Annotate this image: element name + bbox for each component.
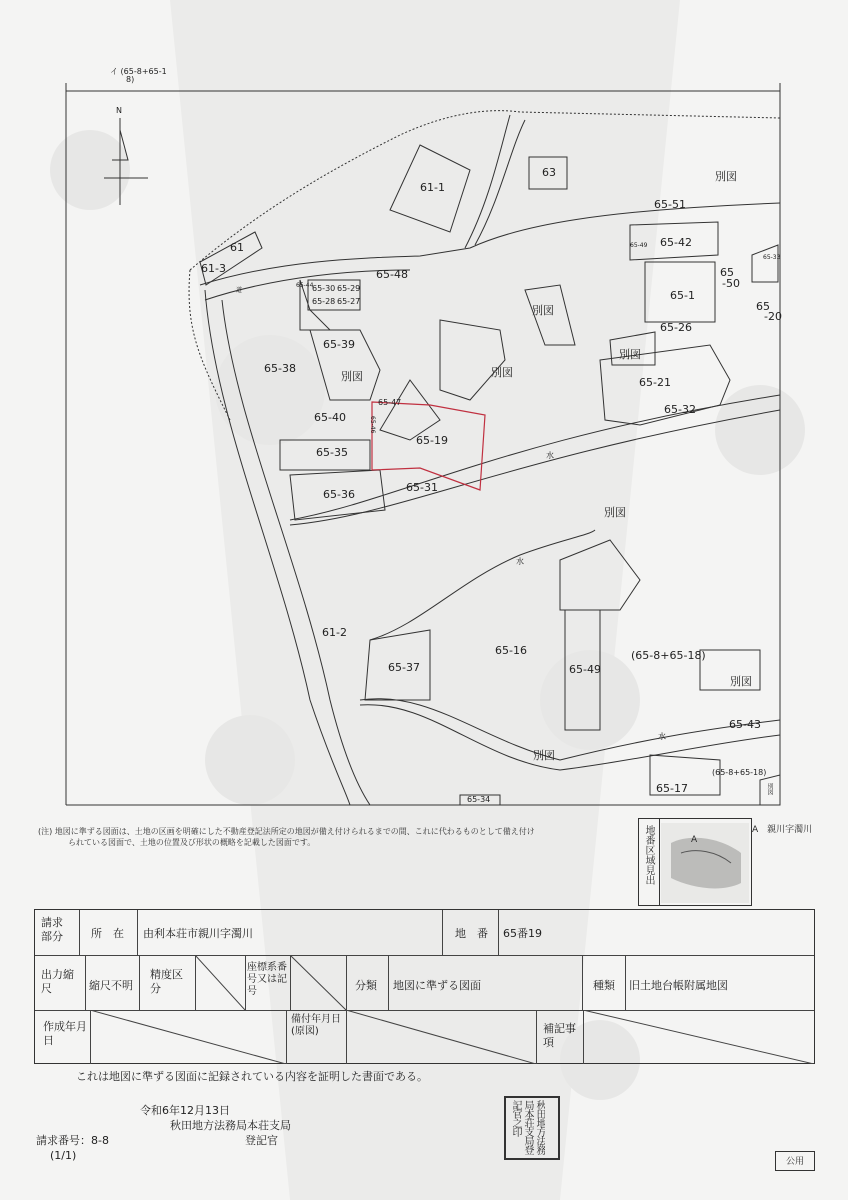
parcel-65-50-a: 65 bbox=[720, 266, 734, 279]
certification-text: これは地図に準ずる図面に記録されている内容を証明した書面である。 bbox=[76, 1070, 428, 1083]
parcel-65-43: 65-43 bbox=[729, 718, 761, 731]
index-map-box bbox=[638, 818, 752, 906]
parcel-65-48: 65-48 bbox=[376, 268, 408, 281]
parcel-65-16: 65-16 bbox=[495, 644, 527, 657]
note-line-1: (注) 地図に準ずる図面は、土地の区画を明確にした不動産登記法所定の地図が備え付けられるまでの間、これに代わるものとして備え付け bbox=[38, 827, 535, 836]
col-divider bbox=[498, 910, 499, 955]
parcel-61-2: 61-2 bbox=[322, 626, 347, 639]
parcel-65-17: 65-17 bbox=[656, 782, 688, 795]
col-divider bbox=[137, 910, 138, 955]
north-arrow-label: N bbox=[116, 106, 122, 115]
parcel-65-21: 65-21 bbox=[639, 376, 671, 389]
parcel-betsuzu-4: 別図 bbox=[491, 366, 513, 379]
parcel-65-19: 65-19 bbox=[416, 434, 448, 447]
parcel-65-40: 65-40 bbox=[314, 411, 346, 424]
seido-empty-diagonal bbox=[195, 955, 245, 1010]
parcel-betsuzu-6: 別図 bbox=[604, 506, 626, 519]
seal-text: 秋田地方法務局本荘支局登記官之印 bbox=[510, 1100, 545, 1154]
parcel-65-49: 65-49 bbox=[569, 663, 601, 676]
issue-date: 令和6年12月13日 bbox=[140, 1104, 230, 1117]
shutsuryoku-label: 出力縮尺 bbox=[41, 968, 74, 995]
col-divider bbox=[286, 1010, 287, 1064]
zahyo-empty-diagonal bbox=[290, 955, 346, 1010]
parcel-betsuzu-2: 別図 bbox=[532, 304, 554, 317]
parcel-betsuzu-1: 別図 bbox=[715, 170, 737, 183]
seikyu-bu-label: 請求部分 bbox=[41, 916, 63, 943]
parcel-65-31: 65-31 bbox=[406, 481, 438, 494]
col-divider bbox=[442, 910, 443, 955]
registrar-title: 登記官 bbox=[245, 1134, 278, 1147]
parcel-betsuzu-7: 別図 bbox=[730, 675, 752, 688]
parcel-65-37: 65-37 bbox=[388, 661, 420, 674]
biko-label: 備付年月日(原図) bbox=[291, 1014, 341, 1037]
parcel-65-20-b: -20 bbox=[764, 310, 782, 323]
parcel-65-29: 65-29 bbox=[337, 284, 361, 293]
parcel-65-34: 65-34 bbox=[467, 795, 491, 804]
parcel-65-51: 65-51 bbox=[654, 198, 686, 211]
col-divider bbox=[346, 955, 347, 1010]
parcel-65-38: 65-38 bbox=[264, 362, 296, 375]
sakusei-label: 作成年月日 bbox=[43, 1020, 87, 1047]
parcel-65-33: 65-33 bbox=[763, 254, 781, 261]
parcel-65-47: 65-47 bbox=[378, 398, 402, 407]
index-map-area: A 親川字濁川 bbox=[752, 825, 813, 835]
col-divider bbox=[536, 1010, 537, 1064]
parcel-65-8-18-b: (65-8+65-18) bbox=[712, 768, 767, 777]
parcel-61: 61 bbox=[230, 241, 244, 254]
seido-label: 精度区分 bbox=[150, 968, 183, 995]
hoki-label: 補記事項 bbox=[543, 1022, 576, 1049]
bunrui-value: 地図に準ずる図面 bbox=[393, 979, 481, 992]
parcel-61-3: 61-3 bbox=[201, 262, 226, 275]
shukushaku-value: 縮尺不明 bbox=[89, 979, 133, 992]
page-number: (1/1) bbox=[50, 1149, 77, 1162]
index-map-marker: A bbox=[691, 835, 698, 845]
col-divider bbox=[245, 955, 246, 1010]
parcel-65-35: 65-35 bbox=[316, 446, 348, 459]
col-divider bbox=[85, 955, 86, 1010]
parcel-65-32: 65-32 bbox=[664, 403, 696, 416]
col-divider bbox=[79, 910, 80, 955]
chiban-value: 65番19 bbox=[503, 927, 542, 940]
request-number: 請求番号：8-8 bbox=[36, 1134, 109, 1147]
parcel-65-30: 65-30 bbox=[312, 284, 336, 293]
index-map-divider bbox=[659, 819, 660, 905]
row-divider bbox=[35, 955, 814, 956]
water-label-3: 水 bbox=[658, 732, 666, 741]
parcel-65-44: 65-44 bbox=[296, 282, 314, 289]
bunrui-label: 分類 bbox=[355, 979, 377, 992]
parcel-65-28: 65-28 bbox=[312, 297, 336, 306]
road-label: 道 bbox=[236, 287, 243, 294]
parcel-65-39: 65-39 bbox=[323, 338, 355, 351]
col-divider bbox=[625, 955, 626, 1010]
note-line-2: られている図面で、土地の位置及び形状の概略を記載した図面です。 bbox=[68, 838, 316, 847]
shurui-label: 種類 bbox=[593, 979, 615, 992]
hoki-empty-diagonal bbox=[583, 1010, 814, 1064]
col-divider bbox=[139, 955, 140, 1010]
map-header-note-2: 8) bbox=[126, 75, 135, 84]
parcel-65-42: 65-42 bbox=[660, 236, 692, 249]
biko-empty-diagonal bbox=[346, 1010, 536, 1064]
chiban-label: 地 番 bbox=[455, 927, 488, 940]
parcel-65-1: 65-1 bbox=[670, 289, 695, 302]
water-label-2: 水 bbox=[516, 557, 524, 566]
shurui-value: 旧土地台帳附属地図 bbox=[629, 979, 728, 992]
parcel-61-1: 61-1 bbox=[420, 181, 445, 194]
parcel-65-20-a: 65 bbox=[756, 300, 770, 313]
zahyo-label: 座標系番号又は記号 bbox=[247, 962, 287, 997]
public-use-badge: 公用 bbox=[775, 1151, 815, 1171]
map-header-note: イ (65-8+65-1 bbox=[110, 67, 167, 76]
parcel-65-26: 65-26 bbox=[660, 321, 692, 334]
parcel-betsuzu-3: 別図 bbox=[619, 348, 641, 361]
parcel-65-50-b: -50 bbox=[722, 277, 740, 290]
official-seal bbox=[504, 1096, 560, 1160]
request-form-table bbox=[34, 909, 815, 1064]
col-divider bbox=[582, 955, 583, 1010]
parcel-65-46: 65-46 bbox=[369, 416, 376, 434]
shozai-value: 由利本荘市親川字濁川 bbox=[143, 927, 253, 940]
parcel-betsuzu-8: 別図 bbox=[533, 749, 555, 762]
water-label-1: 水 bbox=[546, 451, 554, 460]
parcel-betsuzu-9: 別図 bbox=[766, 783, 773, 795]
shozai-label: 所 在 bbox=[91, 927, 124, 940]
parcel-betsuzu-5: 別図 bbox=[341, 370, 363, 383]
index-map-title: 地番区域見出 bbox=[643, 825, 654, 885]
parcel-65-8-18: (65-8+65-18) bbox=[631, 649, 706, 662]
parcel-65-36: 65-36 bbox=[323, 488, 355, 501]
col-divider bbox=[388, 955, 389, 1010]
index-map-figure bbox=[661, 823, 749, 903]
issuing-office: 秋田地方法務局本荘支局 bbox=[170, 1119, 291, 1132]
parcel-63: 63 bbox=[542, 166, 556, 179]
parcel-65-49-small: 65-49 bbox=[630, 242, 648, 249]
sakusei-empty-diagonal bbox=[90, 1010, 286, 1064]
parcel-65-27: 65-27 bbox=[337, 297, 361, 306]
